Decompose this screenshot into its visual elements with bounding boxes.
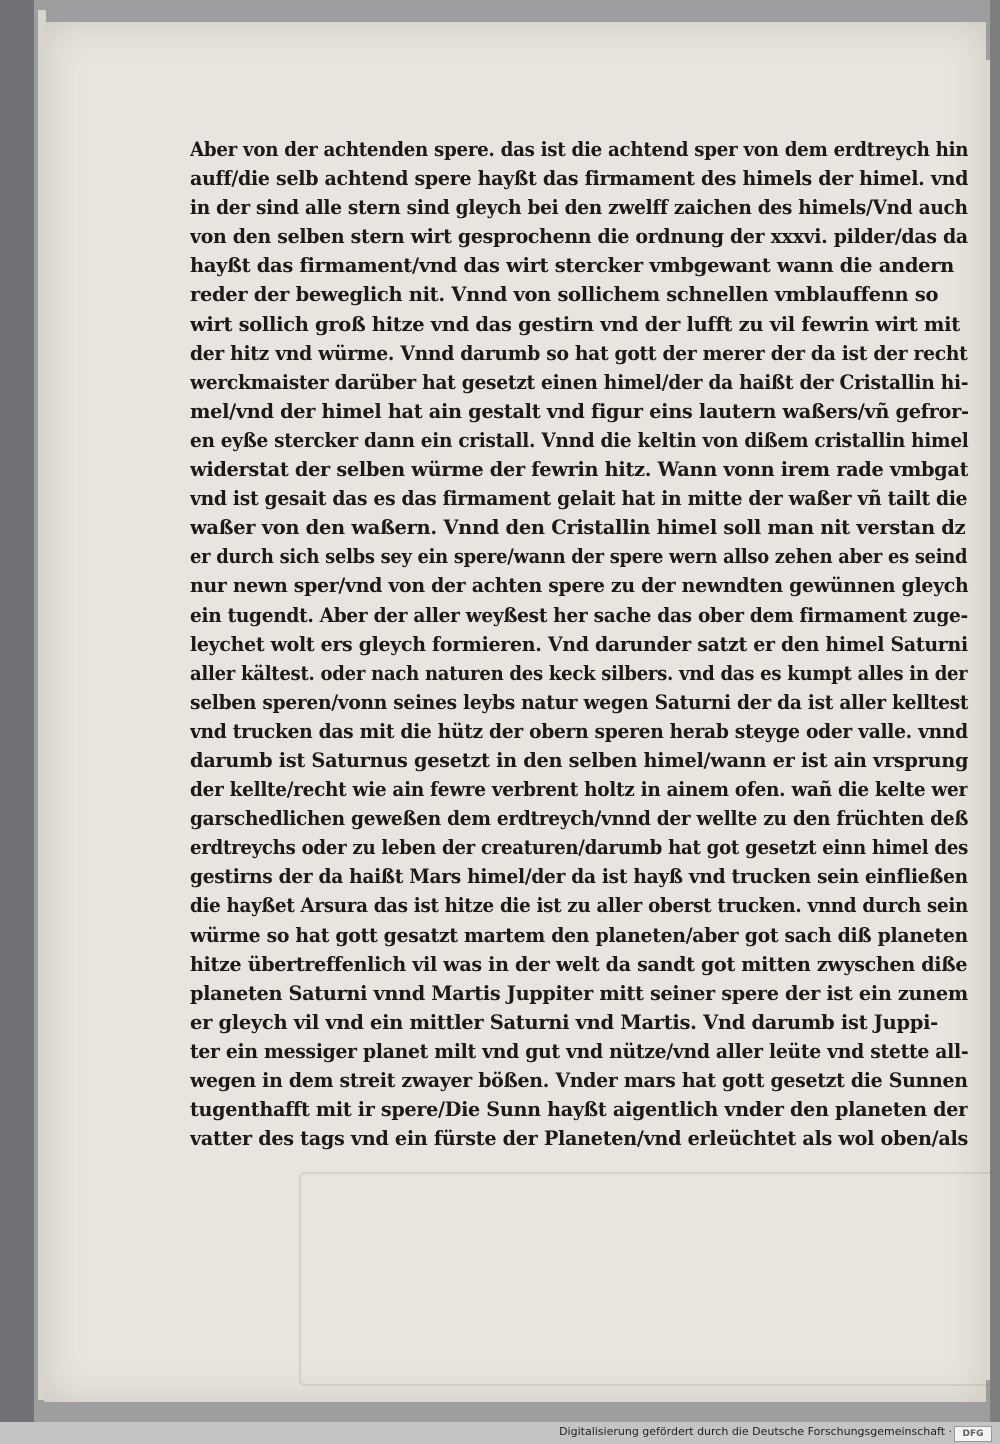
text-line: selben speren/vonn seines leybs natur wegen Saturni der da ist aller kelltest bbox=[190, 690, 969, 714]
text-line: ter ein messiger planet milt vnd gut vnd nütze/vnd aller leüte vnd stette all- bbox=[190, 1039, 969, 1063]
text-line: nur newn sper/vnd von der achten spere zu der newndten gewünnen gleych bbox=[190, 574, 969, 598]
text-line: von den selben stern wirt gesprochenn die ordnung der xxxvi. pilder/das da bbox=[190, 225, 968, 249]
text-line: reder der beweglich nit. Vnnd von sollichem schnellen vmblauffenn so bbox=[190, 283, 939, 307]
text-line: darumb ist Saturnus gesetzt in den selben himel/wann er ist ain vrsprung bbox=[190, 748, 969, 772]
book-spine-edge bbox=[0, 0, 34, 1422]
text-line: tugenthafft mit ir spere/Die Sunn hayßt aigentlich vnder den planeten der bbox=[190, 1098, 968, 1122]
text-line: die hayßet Arsura das ist hitze die ist zu aller oberst trucken. vnnd durch sein bbox=[190, 894, 968, 918]
text-line: widerstat der selben würme der fewrin hitz. Wann vonn irem rade vmbgat bbox=[190, 458, 969, 482]
text-line: er durch sich selbs sey ein spere/wann der spere wern allso zehen aber es seind bbox=[190, 545, 968, 569]
text-line: aller kältest. oder nach naturen des keck silbers. vnd das es kumpt alles in der bbox=[190, 661, 968, 685]
text-line: hitze übertreffenlich vil was in der welt da sandt got mitten zwyschen diße bbox=[190, 952, 968, 976]
text-line: würme so hat gott gesatzt martem den planeten/aber got sach diß planeten bbox=[190, 923, 968, 947]
text-line: der kellte/recht wie ain fewre verbrent holtz in ainem ofen. wañ die kelte wer bbox=[190, 778, 968, 802]
text-line: waßer von den waßern. Vnnd den Cristallin himel soll man nit verstan dz bbox=[190, 516, 966, 540]
text-line: wirt sollich groß hitze vnd das gestirn vnd der lufft zu vil fewrin wirt mit bbox=[190, 312, 960, 336]
text-line: planeten Saturni vnnd Martis Juppiter mitt seiner spere der ist ein zunem bbox=[190, 981, 968, 1005]
text-line: hayßt das firmament/vnd das wirt stercker vmbgewant wann die andern bbox=[190, 254, 954, 278]
text-line: leychet wolt ers gleych formieren. Vnd darunder satzt er den himel Saturni bbox=[190, 632, 968, 656]
text-line: garschedlichen geweßen dem erdtreych/vnnd der wellte zu den früchten deß bbox=[190, 807, 968, 831]
text-line: mel/vnd der himel hat ain gestalt vnd figur eins lautern waßers/vñ gefror- bbox=[190, 399, 969, 423]
text-line: en eyße stercker dann ein cristall. Vnnd die keltin von dißem cristallin himel bbox=[190, 428, 969, 452]
text-line: erdtreychs oder zu leben der creaturen/darumb hat got gesetzt einn himel des bbox=[190, 836, 969, 860]
body-text bbox=[190, 135, 970, 1153]
text-line: in der sind alle stern sind gleych bei den zwelff zaichen des himels/Vnd auch bbox=[190, 196, 968, 220]
dfg-logo: DFG bbox=[954, 1426, 992, 1442]
footer-bar bbox=[0, 1422, 1000, 1444]
text-line: ein tugendt. Aber der aller weyßest her sache das ober dem firmament zuge- bbox=[190, 603, 968, 627]
text-line: er gleych vil vnd ein mittler Saturni vnd Martis. Vnd darumb ist Juppi- bbox=[190, 1010, 938, 1034]
text-line: werckmaister darüber hat gesetzt einen himel/der da haißt der Cristallin hi- bbox=[190, 370, 969, 394]
text-line: vatter des tags vnd ein fürste der Planeten/vnd erleüchtet als wol oben/als bbox=[190, 1127, 969, 1151]
text-line: der hitz vnd würme. Vnnd darumb so hat gott der merer der da ist der recht bbox=[190, 341, 968, 365]
text-line: Aber von der achtenden spere. das ist die achtend sper von dem erdtreych hin bbox=[190, 138, 968, 161]
text-line: vnd ist gesait das es das firmament gelait hat in mitte der waßer vñ tailt die bbox=[190, 487, 968, 511]
text-line: wegen in dem streit zwayer bößen. Vnder mars hat gott gesetzt die Sunnen bbox=[190, 1069, 968, 1092]
funding-credit: Digitalisierung gefördert durch die Deutsche Forschungsgemeinschaft · bbox=[559, 1425, 952, 1438]
text-line: auff/die selb achtend spere hayßt das firmament des himels der himel. vnd bbox=[190, 167, 969, 191]
bleed-through-woodcut bbox=[299, 1172, 1000, 1386]
text-line: vnd trucken das mit die hütz der obern speren herab steyge oder valle. vnnd bbox=[190, 719, 968, 743]
text-line: gestirns der da haißt Mars himel/der da ist hayß vnd trucken sein einfließen bbox=[190, 865, 968, 889]
